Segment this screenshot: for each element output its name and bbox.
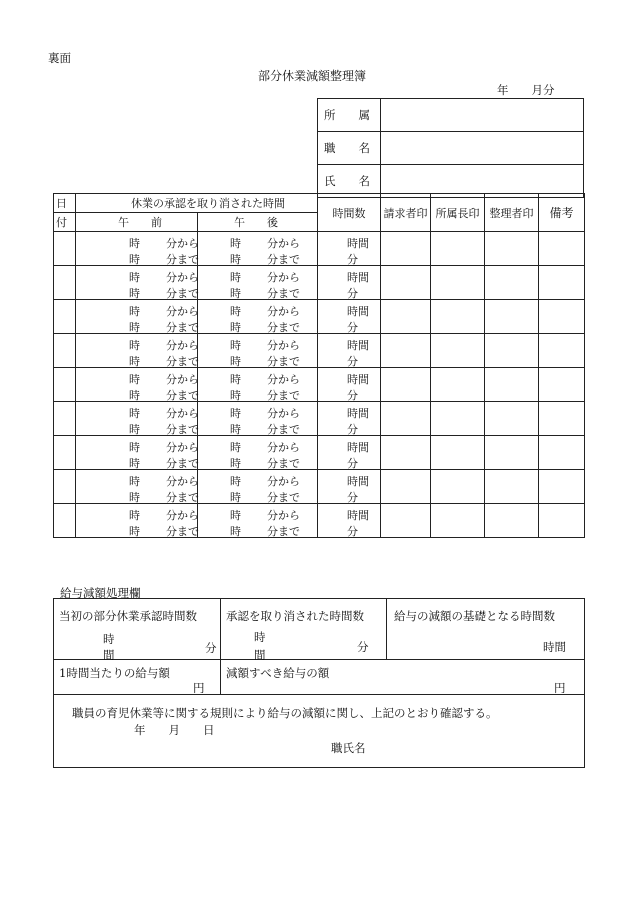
pm-end-minute: 分まで: [267, 423, 300, 436]
pm-end-hour: 時: [230, 253, 241, 266]
clerk-seal-cell[interactable]: [485, 232, 539, 266]
am-end-minute: 分まで: [166, 253, 199, 266]
remarks-cell[interactable]: [539, 436, 585, 470]
confirmation-date: 年 月 日: [134, 723, 215, 737]
remarks-cell[interactable]: [539, 402, 585, 436]
requester-seal-cell[interactable]: [381, 266, 431, 300]
am-end-hour: 時: [129, 287, 140, 300]
initial-minute-unit: 分: [205, 641, 217, 655]
manager-seal-cell[interactable]: [431, 402, 485, 436]
reduction-amount-cell[interactable]: [221, 660, 585, 695]
hourly-pay-cell[interactable]: [54, 660, 221, 695]
minutes-unit: 分: [347, 253, 358, 266]
am-end-minute: 分まで: [166, 321, 199, 334]
minutes-unit: 分: [347, 525, 358, 538]
requester-seal-cell[interactable]: [381, 504, 431, 538]
pm-start-minute: 分から: [267, 407, 300, 420]
clerk-seal-header: 整理者印: [485, 194, 539, 232]
minutes-unit: 分: [347, 355, 358, 368]
pm-time-cell[interactable]: [198, 470, 318, 504]
manager-seal-cell[interactable]: [431, 266, 485, 300]
hours-count-cell[interactable]: [318, 232, 381, 266]
am-end-hour: 時: [129, 389, 140, 402]
hours-unit: 時間: [347, 407, 369, 420]
pm-end-minute: 分まで: [267, 389, 300, 402]
am-start-hour: 時: [129, 237, 140, 250]
requester-seal-cell[interactable]: [381, 334, 431, 368]
am-time-cell[interactable]: [76, 368, 198, 402]
hours-unit: 時間: [347, 305, 369, 318]
cancelled-hour-char2: 間: [254, 648, 266, 662]
am-start-minute: 分から: [166, 441, 199, 454]
am-end-hour: 時: [129, 491, 140, 504]
remarks-cell[interactable]: [539, 470, 585, 504]
minutes-unit: 分: [347, 457, 358, 470]
payroll-reduction-table: [53, 598, 585, 768]
pm-start-hour: 時: [230, 441, 241, 454]
pm-start-minute: 分から: [267, 373, 300, 386]
pm-time-cell[interactable]: [198, 334, 318, 368]
manager-seal-cell[interactable]: [431, 232, 485, 266]
payroll-section-title: 給与減額処理欄: [60, 586, 141, 600]
clerk-seal-cell[interactable]: [485, 402, 539, 436]
day-cell[interactable]: [54, 436, 76, 470]
am-start-hour: 時: [129, 441, 140, 454]
pm-start-hour: 時: [230, 271, 241, 284]
hourly-pay-label: 1時間当たりの給与額: [59, 666, 170, 680]
confirmation-cell: [54, 695, 585, 768]
am-end-minute: 分まで: [166, 389, 199, 402]
pm-end-hour: 時: [230, 287, 241, 300]
cancelled-hours-cell[interactable]: [221, 599, 387, 660]
pm-end-minute: 分まで: [267, 355, 300, 368]
am-time-cell[interactable]: [76, 232, 198, 266]
am-start-minute: 分から: [166, 509, 199, 522]
minutes-unit: 分: [347, 287, 358, 300]
minutes-unit: 分: [347, 491, 358, 504]
position-label: 職 名: [318, 132, 381, 165]
am-start-minute: 分から: [166, 373, 199, 386]
requester-seal-header: 請求者印: [381, 194, 431, 232]
signature-line[interactable]: [366, 740, 566, 754]
cancelled-minute-unit: 分: [357, 640, 369, 654]
pm-start-minute: 分から: [267, 441, 300, 454]
hours-count-cell[interactable]: [318, 436, 381, 470]
remarks-header: 備考: [539, 194, 585, 232]
hours-count-cell[interactable]: [318, 334, 381, 368]
hours-count-cell[interactable]: [318, 504, 381, 538]
remarks-cell[interactable]: [539, 334, 585, 368]
basis-hours-cell[interactable]: [387, 599, 585, 660]
year-month-field: 年 月分: [497, 83, 555, 97]
pm-end-minute: 分まで: [267, 321, 300, 334]
manager-seal-cell[interactable]: [431, 504, 485, 538]
log-row: [54, 402, 585, 436]
pm-end-hour: 時: [230, 423, 241, 436]
requester-seal-cell[interactable]: [381, 470, 431, 504]
pm-start-minute: 分から: [267, 305, 300, 318]
am-end-hour: 時: [129, 253, 140, 266]
hours-count-cell[interactable]: [318, 402, 381, 436]
am-start-minute: 分から: [166, 339, 199, 352]
am-start-hour: 時: [129, 407, 140, 420]
hours-unit: 時間: [347, 271, 369, 284]
log-row: [54, 232, 585, 266]
pm-end-minute: 分まで: [267, 253, 300, 266]
day-cell[interactable]: [54, 470, 76, 504]
am-time-cell[interactable]: [76, 470, 198, 504]
info-row-position: [318, 132, 584, 165]
am-end-minute: 分まで: [166, 491, 199, 504]
pm-time-cell[interactable]: [198, 436, 318, 470]
cancel-time-header: 休業の承認を取り消された時間: [76, 194, 318, 213]
log-row: [54, 266, 585, 300]
clerk-seal-cell[interactable]: [485, 266, 539, 300]
log-row: [54, 436, 585, 470]
remarks-cell[interactable]: [539, 504, 585, 538]
am-end-minute: 分まで: [166, 457, 199, 470]
manager-seal-cell[interactable]: [431, 436, 485, 470]
clerk-seal-cell[interactable]: [485, 470, 539, 504]
pm-end-minute: 分まで: [267, 287, 300, 300]
am-start-minute: 分から: [166, 407, 199, 420]
am-start-hour: 時: [129, 373, 140, 386]
log-row: [54, 504, 585, 538]
requester-seal-cell[interactable]: [381, 402, 431, 436]
remarks-cell[interactable]: [539, 368, 585, 402]
pm-start-minute: 分から: [267, 271, 300, 284]
pm-start-minute: 分から: [267, 237, 300, 250]
page-title: 部分休業減額整理簿: [258, 69, 367, 83]
pm-start-minute: 分から: [267, 339, 300, 352]
pm-start-hour: 時: [230, 509, 241, 522]
pm-time-cell[interactable]: [198, 232, 318, 266]
am-time-cell[interactable]: [76, 402, 198, 436]
clerk-seal-cell[interactable]: [485, 300, 539, 334]
hours-unit: 時間: [347, 237, 369, 250]
log-row: [54, 300, 585, 334]
log-row: [54, 368, 585, 402]
pm-end-minute: 分まで: [267, 491, 300, 504]
am-start-minute: 分から: [166, 271, 199, 284]
hours-count-cell[interactable]: [318, 368, 381, 402]
clerk-seal-cell[interactable]: [485, 436, 539, 470]
clerk-seal-cell[interactable]: [485, 368, 539, 402]
day-cell[interactable]: [54, 368, 76, 402]
day-cell[interactable]: [54, 504, 76, 538]
hours-count-cell[interactable]: [318, 470, 381, 504]
hours-unit: 時間: [347, 509, 369, 522]
log-row: [54, 470, 585, 504]
day-cell[interactable]: [54, 300, 76, 334]
affiliation-value[interactable]: [381, 99, 584, 132]
am-start-hour: 時: [129, 305, 140, 318]
day-header-bottom: 付: [54, 213, 76, 232]
cancelled-hours-label: 承認を取り消された時間数: [226, 609, 364, 623]
hours-unit: 時間: [347, 441, 369, 454]
log-row: [54, 334, 585, 368]
pm-start-hour: 時: [230, 237, 241, 250]
pm-header: 午 後: [198, 213, 318, 232]
pm-time-cell[interactable]: [198, 402, 318, 436]
name-label: 氏 名: [318, 165, 381, 198]
am-time-cell[interactable]: [76, 436, 198, 470]
position-value[interactable]: [381, 132, 584, 165]
initial-hours-label: 当初の部分休業承認時間数: [59, 609, 197, 623]
manager-seal-cell[interactable]: [431, 368, 485, 402]
hourly-pay-yen: 円: [193, 681, 205, 695]
hours-unit: 時間: [347, 339, 369, 352]
am-time-cell[interactable]: [76, 504, 198, 538]
manager-seal-header: 所属長印: [431, 194, 485, 232]
am-end-minute: 分まで: [166, 287, 199, 300]
pm-end-hour: 時: [230, 389, 241, 402]
pm-start-minute: 分から: [267, 509, 300, 522]
manager-seal-cell[interactable]: [431, 470, 485, 504]
am-start-minute: 分から: [166, 237, 199, 250]
clerk-seal-cell[interactable]: [485, 504, 539, 538]
remarks-cell[interactable]: [539, 266, 585, 300]
hours-count-header: 時間数: [318, 194, 381, 232]
remarks-cell[interactable]: [539, 232, 585, 266]
info-row-affiliation: [318, 99, 584, 132]
am-time-cell[interactable]: [76, 300, 198, 334]
signer-label: 職氏名: [331, 741, 366, 755]
pm-start-hour: 時: [230, 407, 241, 420]
am-start-hour: 時: [129, 509, 140, 522]
am-end-minute: 分まで: [166, 355, 199, 368]
manager-seal-cell[interactable]: [431, 334, 485, 368]
am-start-minute: 分から: [166, 305, 199, 318]
day-cell[interactable]: [54, 266, 76, 300]
clerk-seal-cell[interactable]: [485, 334, 539, 368]
requester-seal-cell[interactable]: [381, 300, 431, 334]
am-end-hour: 時: [129, 355, 140, 368]
am-end-hour: 時: [129, 321, 140, 334]
am-end-minute: 分まで: [166, 525, 199, 538]
am-end-hour: 時: [129, 525, 140, 538]
pm-end-hour: 時: [230, 457, 241, 470]
requester-seal-cell[interactable]: [381, 232, 431, 266]
basis-hours-label: 給与の減額の基礎となる時間数: [394, 609, 555, 623]
side-label: 裏面: [48, 51, 71, 65]
pm-time-cell[interactable]: [198, 266, 318, 300]
cancelled-hour-char: 時: [254, 630, 266, 644]
am-end-hour: 時: [129, 457, 140, 470]
initial-hours-cell[interactable]: [54, 599, 221, 660]
pm-end-hour: 時: [230, 491, 241, 504]
hours-count-cell[interactable]: [318, 300, 381, 334]
basis-hours-unit: 時間: [543, 640, 566, 654]
pm-start-hour: 時: [230, 475, 241, 488]
pm-start-hour: 時: [230, 373, 241, 386]
header-row-1: [54, 194, 585, 213]
reduction-amount-label: 減額すべき給与の額: [226, 666, 330, 680]
pm-end-minute: 分まで: [267, 525, 300, 538]
am-start-hour: 時: [129, 475, 140, 488]
day-cell[interactable]: [54, 402, 76, 436]
pm-end-hour: 時: [230, 355, 241, 368]
am-end-minute: 分まで: [166, 423, 199, 436]
am-time-cell[interactable]: [76, 266, 198, 300]
pm-end-hour: 時: [230, 321, 241, 334]
payroll-row-hours: [54, 599, 585, 660]
initial-hour-char: 時: [103, 632, 115, 646]
confirmation-text: 職員の育児休業等に関する規則により給与の減額に関し、上記のとおり確認する。: [72, 706, 498, 720]
hours-unit: 時間: [347, 373, 369, 386]
pm-start-hour: 時: [230, 305, 241, 318]
payroll-row-amounts: [54, 660, 585, 695]
am-time-cell[interactable]: [76, 334, 198, 368]
hours-unit: 時間: [347, 475, 369, 488]
reduction-amount-yen: 円: [554, 681, 566, 695]
initial-hour-char2: 間: [103, 648, 115, 662]
payroll-row-confirmation: [54, 695, 585, 768]
day-header-top: 日: [54, 194, 76, 213]
am-end-hour: 時: [129, 423, 140, 436]
am-start-hour: 時: [129, 271, 140, 284]
pm-time-cell[interactable]: [198, 504, 318, 538]
day-cell[interactable]: [54, 232, 76, 266]
minutes-unit: 分: [347, 423, 358, 436]
affiliation-label: 所 属: [318, 99, 381, 132]
pm-start-minute: 分から: [267, 475, 300, 488]
hours-count-cell[interactable]: [318, 266, 381, 300]
pm-time-cell[interactable]: [198, 300, 318, 334]
pm-end-hour: 時: [230, 525, 241, 538]
remarks-cell[interactable]: [539, 300, 585, 334]
cancellation-log-table: [53, 193, 585, 538]
day-cell[interactable]: [54, 334, 76, 368]
am-start-minute: 分から: [166, 475, 199, 488]
minutes-unit: 分: [347, 321, 358, 334]
requester-seal-cell[interactable]: [381, 436, 431, 470]
pm-start-hour: 時: [230, 339, 241, 352]
pm-end-minute: 分まで: [267, 457, 300, 470]
minutes-unit: 分: [347, 389, 358, 402]
manager-seal-cell[interactable]: [431, 300, 485, 334]
am-start-hour: 時: [129, 339, 140, 352]
requester-seal-cell[interactable]: [381, 368, 431, 402]
pm-time-cell[interactable]: [198, 368, 318, 402]
employee-info-table: [317, 98, 584, 198]
am-header: 午 前: [76, 213, 198, 232]
